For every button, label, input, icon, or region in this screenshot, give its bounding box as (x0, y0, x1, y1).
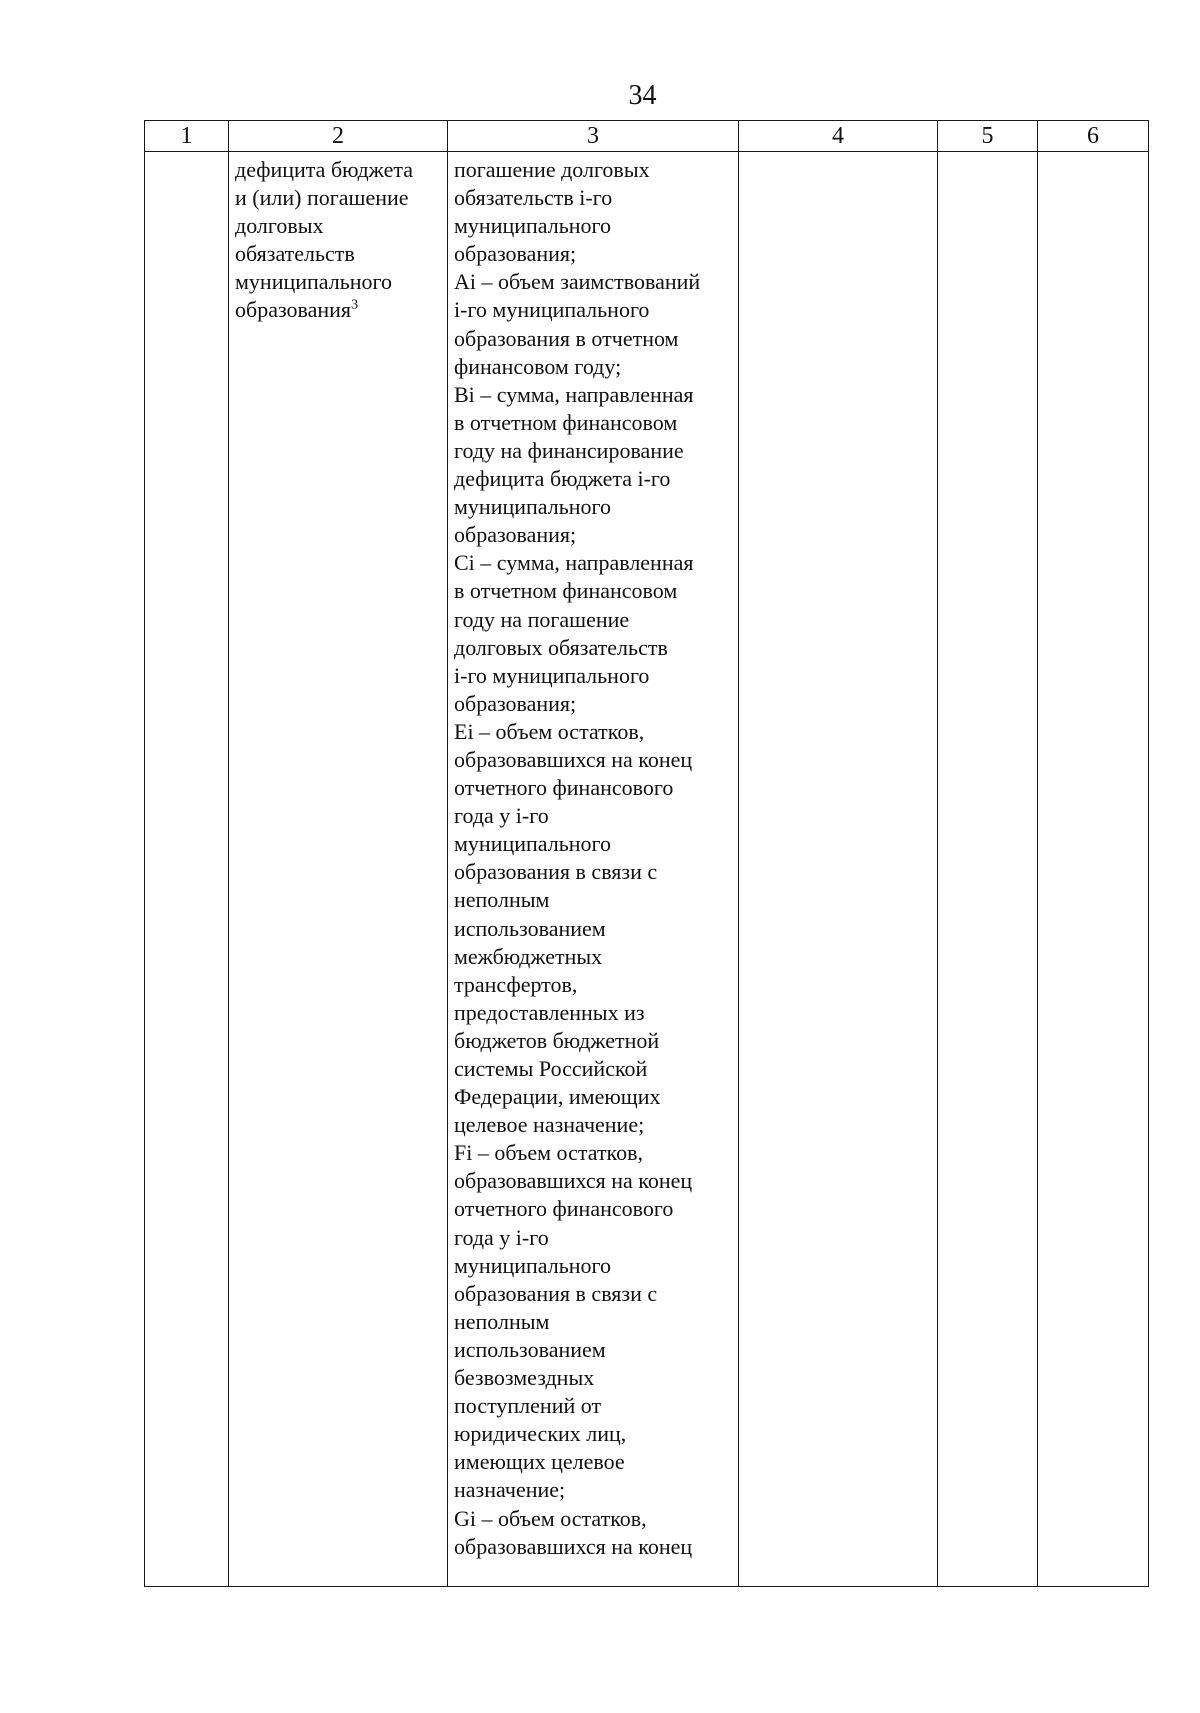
formula-description-line: погашение долговых (454, 157, 650, 182)
formula-description-line: Gi – объем остатков, (454, 1505, 647, 1531)
cell-col-4 (739, 152, 938, 1587)
formula-description-line: предоставленных из (454, 999, 645, 1025)
table-row (145, 152, 1149, 1587)
formula-description-line: использованием (454, 915, 606, 941)
cell-col-1 (145, 152, 229, 1587)
column-header-4: 4 (739, 121, 938, 152)
formula-description-line: образовавшихся на конец (454, 1533, 693, 1559)
formula-description-line: системы Российской (454, 1056, 648, 1081)
formula-description-line: юридических лиц, (454, 1421, 627, 1447)
formula-description-line: муниципального (454, 1252, 612, 1278)
formula-description-line: году на финансирование (454, 437, 684, 463)
formula-description-line: Ai – объем заимствований (454, 269, 701, 295)
formula-description-line: отчетного финансового (454, 1196, 674, 1222)
formula-description-line: муниципального (454, 213, 612, 239)
indicator-name-line: образования$^3$ (235, 297, 359, 323)
formula-description-line: образования; (454, 690, 577, 716)
formula-description-line: трансфертов, (454, 971, 578, 997)
formula-description-line: Ei – объем остатков, (454, 718, 645, 744)
formula-description-text (448, 152, 738, 1561)
formula-description-line: безвозмездных (454, 1365, 595, 1391)
formula-description-line: образования в связи с (454, 1280, 658, 1306)
indicator-name-line: муниципального (235, 269, 393, 295)
indicator-name-line: долговых (235, 213, 324, 239)
column-header-6: 6 (1038, 121, 1149, 152)
formula-description-line: межбюджетных (454, 943, 603, 969)
formula-description-line: долговых обязательств (454, 634, 668, 660)
formula-description-line: отчетного финансового (454, 775, 674, 801)
cell-col-6 (1038, 152, 1149, 1587)
cell-col-2 (229, 152, 448, 1587)
document-table (144, 120, 1149, 1587)
column-header-3: 3 (448, 121, 739, 152)
formula-description-line: поступлений от (454, 1393, 602, 1419)
formula-description-line: неполным (454, 1308, 550, 1334)
indicator-name-line: дефицита бюджета (235, 157, 413, 182)
formula-description-line: i-го муниципального (454, 297, 650, 323)
indicator-name-line: обязательств (235, 241, 355, 267)
formula-description-line: Ci – сумма, направленная (454, 550, 694, 576)
indicator-name-text (229, 152, 447, 325)
formula-description-line: образования в отчетном (454, 325, 679, 351)
formula-description-line: года у i-го (454, 803, 549, 829)
footnote-marker: 3 (351, 298, 359, 314)
column-header-1: 1 (145, 121, 229, 152)
cell-col-5 (938, 152, 1038, 1587)
formula-description-line: Fi – объем остатков, (454, 1140, 644, 1166)
formula-description-line: образования в связи с (454, 859, 658, 885)
formula-description-line: i-го муниципального (454, 662, 650, 688)
formula-description-line: целевое назначение; (454, 1112, 645, 1138)
formula-description-line: муниципального (454, 831, 612, 857)
formula-description-line: имеющих целевое (454, 1449, 625, 1475)
formula-description-line: в отчетном финансовом (454, 578, 678, 604)
page-number: 34 (628, 80, 657, 111)
formula-description-line: образовавшихся на конец (454, 1168, 693, 1194)
formula-description-line: образования; (454, 522, 577, 548)
indicator-name-line: и (или) погашение (235, 185, 409, 211)
formula-description-line: Федерации, имеющих (454, 1084, 661, 1110)
formula-description-line: неполным (454, 887, 550, 913)
column-header-2: 2 (229, 121, 448, 152)
formula-description-line: образовавшихся на конец (454, 746, 693, 772)
formula-description-line: финансовом году; (454, 353, 622, 379)
formula-description-line: в отчетном финансовом (454, 409, 678, 435)
formula-description-line: году на погашение (454, 606, 630, 632)
formula-description-line: назначение; (454, 1477, 566, 1503)
formula-description-line: года у i-го (454, 1224, 549, 1250)
formula-description-line: Bi – сумма, направленная (454, 381, 694, 407)
formula-description-line: образования; (454, 241, 577, 267)
table-header-row (145, 121, 1149, 152)
formula-description-line: бюджетов бюджетной (454, 1027, 660, 1053)
formula-description-line: использованием (454, 1336, 606, 1362)
cell-col-3 (448, 152, 739, 1587)
column-header-5: 5 (938, 121, 1038, 152)
formula-description-line: муниципального (454, 494, 612, 520)
formula-description-line: дефицита бюджета i-го (454, 466, 671, 492)
formula-description-line: обязательств i-го (454, 185, 613, 211)
